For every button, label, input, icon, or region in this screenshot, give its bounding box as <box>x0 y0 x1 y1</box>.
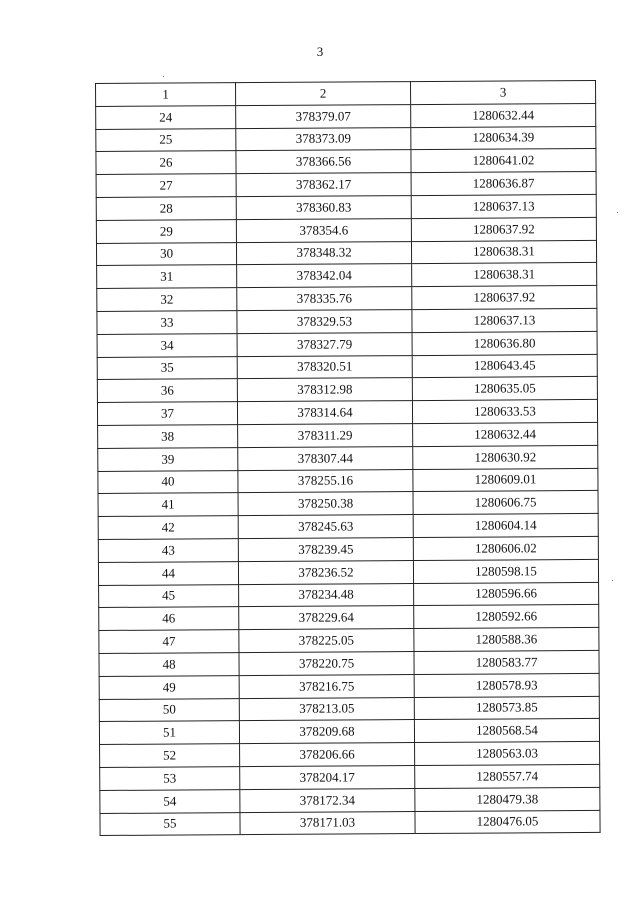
y-coordinate-cell: 1280578.93 <box>414 673 599 697</box>
x-coordinate-cell: 378348.32 <box>236 241 411 265</box>
point-number-cell: 34 <box>97 333 237 357</box>
x-coordinate-cell: 378379.07 <box>236 104 411 128</box>
y-coordinate-cell: 1280641.02 <box>411 149 596 173</box>
table-row <box>97 354 597 380</box>
table-row <box>97 377 597 403</box>
column-header-2: 2 <box>236 82 411 106</box>
point-number-cell: 50 <box>99 698 239 722</box>
table-row <box>100 742 600 768</box>
table-row <box>99 673 599 699</box>
point-number-cell: 44 <box>98 561 238 585</box>
column-header-3: 3 <box>410 80 595 104</box>
table-row <box>99 650 599 676</box>
point-number-cell: 40 <box>98 470 238 494</box>
y-coordinate-cell: 1280637.13 <box>412 308 597 332</box>
x-coordinate-cell: 378216.75 <box>239 674 414 698</box>
y-coordinate-cell: 1280598.15 <box>413 559 598 583</box>
point-number-cell: 29 <box>96 219 236 243</box>
x-coordinate-cell: 378225.05 <box>239 629 414 653</box>
table-row <box>98 536 598 562</box>
scan-speck <box>163 76 164 77</box>
point-number-cell: 55 <box>100 812 240 836</box>
point-number-cell: 33 <box>97 311 237 335</box>
point-number-cell: 32 <box>97 288 237 312</box>
point-number-cell: 43 <box>98 539 238 563</box>
x-coordinate-cell: 378307.44 <box>238 446 413 470</box>
y-coordinate-cell: 1280632.44 <box>411 103 596 127</box>
y-coordinate-cell: 1280583.77 <box>414 650 599 674</box>
y-coordinate-cell: 1280636.80 <box>412 331 597 355</box>
point-number-cell: 49 <box>99 675 239 699</box>
x-coordinate-cell: 378239.45 <box>238 538 413 562</box>
y-coordinate-cell: 1280479.38 <box>415 787 600 811</box>
point-number-cell: 54 <box>100 789 240 813</box>
y-coordinate-cell: 1280568.54 <box>414 719 599 743</box>
coordinates-table <box>95 80 601 836</box>
table-row <box>97 308 597 334</box>
x-coordinate-cell: 378206.66 <box>240 743 415 767</box>
y-coordinate-cell: 1280476.05 <box>415 810 600 834</box>
x-coordinate-cell: 378366.56 <box>236 150 411 174</box>
table-row <box>99 628 599 654</box>
y-coordinate-cell: 1280592.66 <box>414 605 599 629</box>
point-number-cell: 46 <box>99 607 239 631</box>
table-row <box>99 696 599 722</box>
table-row <box>96 194 596 220</box>
y-coordinate-cell: 1280606.75 <box>413 491 598 515</box>
table-row <box>98 468 598 494</box>
point-number-cell: 45 <box>99 584 239 608</box>
x-coordinate-cell: 378342.04 <box>237 264 412 288</box>
y-coordinate-cell: 1280637.92 <box>411 217 596 241</box>
x-coordinate-cell: 378255.16 <box>238 469 413 493</box>
x-coordinate-cell: 378320.51 <box>237 355 412 379</box>
y-coordinate-cell: 1280588.36 <box>414 628 599 652</box>
x-coordinate-cell: 378329.53 <box>237 310 412 334</box>
table-row <box>96 126 596 152</box>
y-coordinate-cell: 1280596.66 <box>414 582 599 606</box>
x-coordinate-cell: 378312.98 <box>237 378 412 402</box>
x-coordinate-cell: 378362.17 <box>236 173 411 197</box>
point-number-cell: 26 <box>96 151 236 175</box>
page-number: 3 <box>316 44 324 59</box>
x-coordinate-cell: 378172.34 <box>240 788 415 812</box>
point-number-cell: 51 <box>99 721 239 745</box>
y-coordinate-cell: 1280557.74 <box>415 764 600 788</box>
point-number-cell: 31 <box>97 265 237 289</box>
table-row <box>96 172 596 198</box>
table-row <box>98 491 598 517</box>
x-coordinate-cell: 378311.29 <box>238 424 413 448</box>
y-coordinate-cell: 1280643.45 <box>412 354 597 378</box>
point-number-cell: 30 <box>96 242 236 266</box>
point-number-cell: 27 <box>96 174 236 198</box>
x-coordinate-cell: 378327.79 <box>237 332 412 356</box>
x-coordinate-cell: 378220.75 <box>239 651 414 675</box>
y-coordinate-cell: 1280637.92 <box>412 286 597 310</box>
table-row <box>98 559 598 585</box>
point-number-cell: 48 <box>99 653 239 677</box>
x-coordinate-cell: 378360.83 <box>236 196 411 220</box>
point-number-cell: 41 <box>98 493 238 517</box>
table-row <box>100 787 600 813</box>
table-row <box>97 263 597 289</box>
scan-speck <box>617 212 618 213</box>
y-coordinate-cell: 1280632.44 <box>413 422 598 446</box>
y-coordinate-cell: 1280604.14 <box>413 514 598 538</box>
point-number-cell: 28 <box>96 197 236 221</box>
table-row <box>99 719 599 745</box>
point-number-cell: 37 <box>97 402 237 426</box>
x-coordinate-cell: 378373.09 <box>236 127 411 151</box>
table-body <box>96 103 600 836</box>
y-coordinate-cell: 1280634.39 <box>411 126 596 150</box>
y-coordinate-cell: 1280638.31 <box>412 263 597 287</box>
point-number-cell: 25 <box>96 128 236 152</box>
column-header-1: 1 <box>96 83 236 107</box>
point-number-cell: 47 <box>99 630 239 654</box>
table-row <box>97 331 597 357</box>
x-coordinate-cell: 378204.17 <box>240 765 415 789</box>
y-coordinate-cell: 1280606.02 <box>413 536 598 560</box>
scan-speck <box>612 580 613 581</box>
x-coordinate-cell: 378229.64 <box>239 606 414 630</box>
point-number-cell: 39 <box>98 447 238 471</box>
table-row <box>98 445 598 471</box>
header-row <box>96 80 596 106</box>
table-row <box>97 400 597 426</box>
x-coordinate-cell: 378234.48 <box>239 583 414 607</box>
point-number-cell: 24 <box>96 105 236 129</box>
x-coordinate-cell: 378245.63 <box>238 515 413 539</box>
point-number-cell: 35 <box>97 356 237 380</box>
y-coordinate-cell: 1280633.53 <box>412 400 597 424</box>
x-coordinate-cell: 378354.6 <box>236 218 411 242</box>
table-row <box>99 582 599 608</box>
table-row <box>99 605 599 631</box>
y-coordinate-cell: 1280563.03 <box>415 742 600 766</box>
point-number-cell: 42 <box>98 516 238 540</box>
table-row <box>100 764 600 790</box>
point-number-cell: 52 <box>100 744 240 768</box>
point-number-cell: 53 <box>100 767 240 791</box>
table-row <box>96 217 596 243</box>
x-coordinate-cell: 378250.38 <box>238 492 413 516</box>
y-coordinate-cell: 1280637.13 <box>411 194 596 218</box>
table-row <box>96 103 596 129</box>
table-row <box>98 422 598 448</box>
table-row <box>97 286 597 312</box>
table-row <box>96 240 596 266</box>
x-coordinate-cell: 378335.76 <box>237 287 412 311</box>
y-coordinate-cell: 1280638.31 <box>411 240 596 264</box>
x-coordinate-cell: 378209.68 <box>239 720 414 744</box>
x-coordinate-cell: 378171.03 <box>240 811 415 835</box>
x-coordinate-cell: 378236.52 <box>238 560 413 584</box>
x-coordinate-cell: 378213.05 <box>239 697 414 721</box>
y-coordinate-cell: 1280609.01 <box>413 468 598 492</box>
y-coordinate-cell: 1280573.85 <box>414 696 599 720</box>
point-number-cell: 38 <box>98 425 238 449</box>
table-row <box>98 514 598 540</box>
y-coordinate-cell: 1280635.05 <box>412 377 597 401</box>
x-coordinate-cell: 378314.64 <box>237 401 412 425</box>
y-coordinate-cell: 1280636.87 <box>411 172 596 196</box>
table-header <box>96 80 596 106</box>
table-row <box>100 810 600 836</box>
y-coordinate-cell: 1280630.92 <box>413 445 598 469</box>
table-row <box>96 149 596 175</box>
point-number-cell: 36 <box>97 379 237 403</box>
